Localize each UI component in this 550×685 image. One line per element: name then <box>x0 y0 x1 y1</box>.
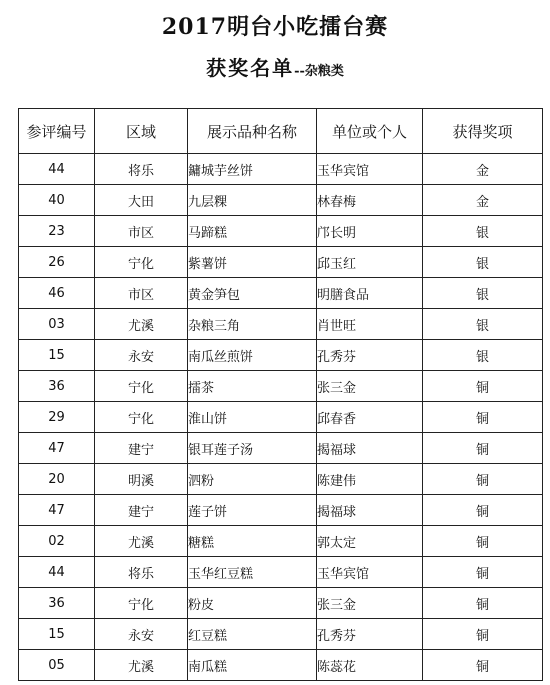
award-cell: 铜 <box>423 464 543 495</box>
entrant-cell: 邱春香 <box>317 402 423 433</box>
region-cell: 市区 <box>95 216 188 247</box>
entrant-cell: 邱玉红 <box>317 247 423 278</box>
entrant-cell: 揭福球 <box>317 495 423 526</box>
entry-number-cell: 05 <box>19 650 95 681</box>
award-cell: 铜 <box>423 433 543 464</box>
region-cell: 宁化 <box>95 371 188 402</box>
table-row <box>19 650 543 681</box>
table-row <box>19 526 543 557</box>
award-cell: 金 <box>423 154 543 185</box>
award-cell: 铜 <box>423 495 543 526</box>
award-cell: 金 <box>423 185 543 216</box>
entrant-cell: 孔秀芬 <box>317 619 423 650</box>
table-row <box>19 247 543 278</box>
entry-number-cell: 23 <box>19 216 95 247</box>
award-cell: 银 <box>423 216 543 247</box>
table-row <box>19 495 543 526</box>
entrant-cell: 孔秀芬 <box>317 340 423 371</box>
entrant-cell: 张三金 <box>317 588 423 619</box>
table-row <box>19 402 543 433</box>
entrant-cell: 玉华宾馆 <box>317 557 423 588</box>
table-row <box>19 557 543 588</box>
dish-name-cell: 莲子饼 <box>188 495 317 526</box>
region-cell: 建宁 <box>95 495 188 526</box>
dish-name-cell: 杂粮三角 <box>188 309 317 340</box>
entry-number-cell: 20 <box>19 464 95 495</box>
region-cell: 宁化 <box>95 588 188 619</box>
region-cell: 宁化 <box>95 402 188 433</box>
entrant-cell: 邝长明 <box>317 216 423 247</box>
entrant-cell: 陈建伟 <box>317 464 423 495</box>
entry-number-cell: 44 <box>19 557 95 588</box>
subtitle-main: 获奖名单 <box>206 56 295 80</box>
region-cell: 市区 <box>95 278 188 309</box>
entry-number-cell: 46 <box>19 278 95 309</box>
dish-name-cell: 粉皮 <box>188 588 317 619</box>
table-row <box>19 464 543 495</box>
table-row <box>19 309 543 340</box>
header-entrant: 单位或个人 <box>317 109 423 154</box>
header-row <box>19 109 543 154</box>
region-cell: 尤溪 <box>95 526 188 557</box>
table-row <box>19 278 543 309</box>
region-cell: 将乐 <box>95 557 188 588</box>
dish-name-cell: 黄金笋包 <box>188 278 317 309</box>
entrant-cell: 肖世旺 <box>317 309 423 340</box>
region-cell: 宁化 <box>95 247 188 278</box>
entry-number-cell: 03 <box>19 309 95 340</box>
award-cell: 铜 <box>423 371 543 402</box>
award-cell: 银 <box>423 340 543 371</box>
award-cell: 铜 <box>423 650 543 681</box>
award-cell: 铜 <box>423 588 543 619</box>
page-subtitle <box>0 52 550 81</box>
dish-name-cell: 泗粉 <box>188 464 317 495</box>
entrant-cell: 张三金 <box>317 371 423 402</box>
dish-name-cell: 淮山饼 <box>188 402 317 433</box>
award-cell: 银 <box>423 247 543 278</box>
page-title: 2017明台小吃擂台赛 <box>161 14 389 40</box>
award-cell: 铜 <box>423 619 543 650</box>
region-cell: 建宁 <box>95 433 188 464</box>
dish-name-cell: 红豆糕 <box>188 619 317 650</box>
award-cell: 银 <box>423 309 543 340</box>
dish-name-cell: 紫薯饼 <box>188 247 317 278</box>
entry-number-cell: 36 <box>19 588 95 619</box>
entrant-cell: 玉华宾馆 <box>317 154 423 185</box>
entrant-cell: 郭太定 <box>317 526 423 557</box>
header-dish-name: 展示品种名称 <box>188 109 317 154</box>
dish-name-cell: 南瓜丝煎饼 <box>188 340 317 371</box>
entry-number-cell: 47 <box>19 495 95 526</box>
table-row <box>19 433 543 464</box>
table-row <box>19 588 543 619</box>
entry-number-cell: 47 <box>19 433 95 464</box>
entry-number-cell: 36 <box>19 371 95 402</box>
results-table <box>18 108 543 681</box>
entry-number-cell: 02 <box>19 526 95 557</box>
award-cell: 铜 <box>423 402 543 433</box>
entrant-cell: 林春梅 <box>317 185 423 216</box>
entry-number-cell: 29 <box>19 402 95 433</box>
region-cell: 永安 <box>95 619 188 650</box>
award-cell: 铜 <box>423 526 543 557</box>
dish-name-cell: 糖糕 <box>188 526 317 557</box>
entry-number-cell: 44 <box>19 154 95 185</box>
subtitle-category: --杂粮类 <box>294 64 344 79</box>
dish-name-cell: 九层粿 <box>188 185 317 216</box>
region-cell: 将乐 <box>95 154 188 185</box>
header-award: 获得奖项 <box>423 109 543 154</box>
entrant-cell: 陈蕊花 <box>317 650 423 681</box>
dish-name-cell: 玉华红豆糕 <box>188 557 317 588</box>
header-entry-number: 参评编号 <box>19 109 95 154</box>
table-row <box>19 340 543 371</box>
entrant-cell: 揭福球 <box>317 433 423 464</box>
dish-name-cell: 银耳莲子汤 <box>188 433 317 464</box>
dish-name-cell: 鏞城芋丝饼 <box>188 154 317 185</box>
award-cell: 铜 <box>423 557 543 588</box>
table-row <box>19 185 543 216</box>
table-body <box>19 154 543 681</box>
region-cell: 明溪 <box>95 464 188 495</box>
entry-number-cell: 40 <box>19 185 95 216</box>
award-cell: 银 <box>423 278 543 309</box>
entry-number-cell: 15 <box>19 340 95 371</box>
region-cell: 尤溪 <box>95 650 188 681</box>
entry-number-cell: 26 <box>19 247 95 278</box>
region-cell: 永安 <box>95 340 188 371</box>
region-cell: 尤溪 <box>95 309 188 340</box>
entrant-cell: 明膳食品 <box>317 278 423 309</box>
table-row <box>19 619 543 650</box>
dish-name-cell: 马蹄糕 <box>188 216 317 247</box>
region-cell: 大田 <box>95 185 188 216</box>
table-row <box>19 216 543 247</box>
header-region: 区域 <box>95 109 188 154</box>
table-row <box>19 154 543 185</box>
dish-name-cell: 南瓜糕 <box>188 650 317 681</box>
entry-number-cell: 15 <box>19 619 95 650</box>
table-row <box>19 371 543 402</box>
dish-name-cell: 擂茶 <box>188 371 317 402</box>
